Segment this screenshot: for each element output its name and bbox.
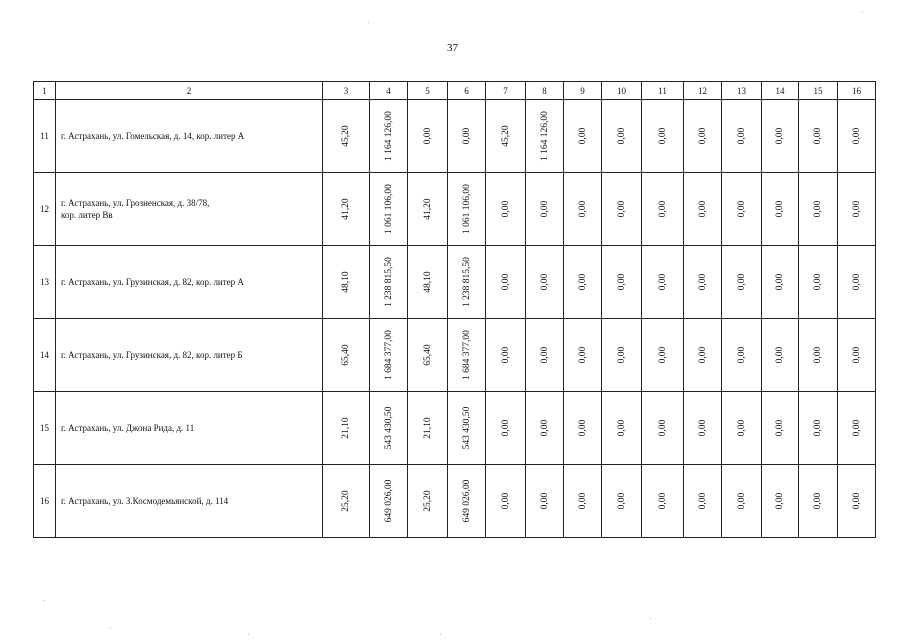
column-header: 13 bbox=[722, 82, 762, 100]
value-text: 45,20 bbox=[500, 125, 511, 147]
table-row bbox=[34, 392, 876, 465]
table-row bbox=[34, 100, 876, 173]
value-cell bbox=[838, 319, 876, 392]
value-cell bbox=[762, 246, 799, 319]
value-cell bbox=[722, 392, 762, 465]
value-text: 0,00 bbox=[813, 492, 823, 510]
value-cell bbox=[323, 246, 370, 319]
value-cell bbox=[486, 319, 526, 392]
value-cell bbox=[799, 392, 838, 465]
value-text: 0,00 bbox=[697, 273, 708, 291]
value-cell bbox=[486, 100, 526, 173]
value-cell bbox=[448, 246, 486, 319]
value-text: 649 026,00 bbox=[383, 479, 394, 523]
value-cell bbox=[722, 319, 762, 392]
value-cell bbox=[448, 319, 486, 392]
value-cell bbox=[564, 100, 602, 173]
value-text: 0,00 bbox=[539, 200, 550, 218]
column-header: 8 bbox=[526, 82, 564, 100]
value-cell bbox=[684, 246, 722, 319]
header-row bbox=[34, 82, 876, 100]
value-cell bbox=[642, 100, 684, 173]
value-text: 0,00 bbox=[851, 127, 862, 145]
value-text: 0,00 bbox=[813, 419, 823, 437]
value-text: 0,00 bbox=[577, 346, 588, 364]
value-cell bbox=[762, 100, 799, 173]
value-text: 543 430,50 bbox=[461, 406, 472, 450]
value-cell bbox=[408, 246, 448, 319]
value-text: 0,00 bbox=[657, 492, 668, 510]
value-text: 21,10 bbox=[341, 417, 351, 439]
value-text: 48,10 bbox=[422, 271, 433, 293]
address-cell: г. Астрахань, ул. Джона Рида, д. 11 bbox=[56, 392, 323, 465]
address-cell: г. Астрахань, ул. З.Космодемьянской, д. 114 bbox=[56, 465, 323, 538]
value-text: 65,40 bbox=[341, 344, 351, 366]
value-text: 0,00 bbox=[697, 200, 708, 218]
value-text: 0,00 bbox=[539, 492, 550, 510]
value-cell bbox=[370, 100, 408, 173]
value-text: 0,00 bbox=[539, 346, 550, 364]
value-cell bbox=[448, 465, 486, 538]
row-number: 12 bbox=[34, 173, 56, 246]
value-cell bbox=[526, 392, 564, 465]
value-text: 0,00 bbox=[775, 127, 785, 145]
value-text: 25,20 bbox=[422, 490, 433, 512]
column-header: 11 bbox=[642, 82, 684, 100]
value-text: 0,00 bbox=[422, 127, 433, 145]
value-cell bbox=[323, 392, 370, 465]
value-text: 0,00 bbox=[813, 200, 823, 218]
value-cell bbox=[370, 246, 408, 319]
value-cell bbox=[323, 319, 370, 392]
value-cell bbox=[799, 246, 838, 319]
value-cell bbox=[564, 246, 602, 319]
value-text: 1 164 126,00 bbox=[383, 111, 394, 161]
column-header: 15 bbox=[799, 82, 838, 100]
value-cell bbox=[370, 465, 408, 538]
value-text: 0,00 bbox=[657, 419, 668, 437]
column-header: 4 bbox=[370, 82, 408, 100]
column-header: 9 bbox=[564, 82, 602, 100]
table-row bbox=[34, 173, 876, 246]
value-text: 45,20 bbox=[341, 125, 351, 147]
value-text: 0,00 bbox=[813, 346, 823, 364]
value-cell bbox=[762, 319, 799, 392]
value-text: 0,00 bbox=[697, 492, 708, 510]
value-cell bbox=[370, 392, 408, 465]
value-text: 0,00 bbox=[657, 200, 668, 218]
value-cell bbox=[323, 173, 370, 246]
value-text: 0,00 bbox=[736, 273, 747, 291]
value-text: 0,00 bbox=[577, 127, 588, 145]
value-cell bbox=[602, 465, 642, 538]
value-cell bbox=[838, 392, 876, 465]
value-text: 0,00 bbox=[851, 346, 862, 364]
value-cell bbox=[526, 173, 564, 246]
value-text: 1 061 106,00 bbox=[383, 184, 394, 234]
column-header: 1 bbox=[34, 82, 56, 100]
value-text: 0,00 bbox=[577, 419, 588, 437]
column-header: 10 bbox=[602, 82, 642, 100]
row-number: 11 bbox=[34, 100, 56, 173]
value-cell bbox=[684, 319, 722, 392]
value-cell bbox=[838, 465, 876, 538]
value-cell bbox=[684, 173, 722, 246]
value-cell bbox=[526, 100, 564, 173]
value-cell bbox=[762, 465, 799, 538]
value-text: 0,00 bbox=[813, 273, 823, 291]
table-row bbox=[34, 465, 876, 538]
value-cell bbox=[684, 100, 722, 173]
column-header: 12 bbox=[684, 82, 722, 100]
value-text: 0,00 bbox=[697, 419, 708, 437]
value-cell bbox=[408, 173, 448, 246]
address-cell: г. Астрахань, ул. Грузинская, д. 82, кор. литер Б bbox=[56, 319, 323, 392]
value-cell bbox=[486, 246, 526, 319]
value-text: 41,20 bbox=[422, 198, 433, 220]
value-cell bbox=[408, 465, 448, 538]
value-text: 25,20 bbox=[341, 490, 351, 512]
value-cell bbox=[799, 465, 838, 538]
value-text: 0,00 bbox=[657, 273, 668, 291]
value-text: 0,00 bbox=[736, 127, 747, 145]
value-cell bbox=[448, 173, 486, 246]
value-cell bbox=[486, 173, 526, 246]
value-text: 649 026,00 bbox=[461, 479, 472, 523]
value-cell bbox=[526, 319, 564, 392]
value-cell bbox=[564, 392, 602, 465]
row-number: 15 bbox=[34, 392, 56, 465]
value-cell bbox=[323, 100, 370, 173]
value-text: 1 164 126,00 bbox=[539, 111, 550, 161]
value-cell bbox=[642, 173, 684, 246]
value-text: 0,00 bbox=[851, 273, 862, 291]
value-text: 0,00 bbox=[500, 273, 511, 291]
value-text: 0,00 bbox=[500, 492, 511, 510]
value-text: 0,00 bbox=[616, 273, 627, 291]
value-cell bbox=[838, 246, 876, 319]
value-cell bbox=[722, 173, 762, 246]
value-text: 0,00 bbox=[500, 419, 511, 437]
value-cell bbox=[799, 173, 838, 246]
value-cell bbox=[642, 319, 684, 392]
value-cell bbox=[408, 392, 448, 465]
table-row bbox=[34, 319, 876, 392]
value-text: 0,00 bbox=[736, 346, 747, 364]
value-text: 0,00 bbox=[813, 127, 823, 145]
value-cell bbox=[602, 173, 642, 246]
address-cell: г. Астрахань, ул. Гомельская, д. 14, кор. литер А bbox=[56, 100, 323, 173]
value-text: 1 238 815,50 bbox=[461, 257, 472, 307]
value-cell bbox=[799, 319, 838, 392]
table-row bbox=[34, 246, 876, 319]
value-text: 0,00 bbox=[697, 127, 708, 145]
value-cell bbox=[602, 246, 642, 319]
value-cell bbox=[602, 392, 642, 465]
value-cell bbox=[684, 392, 722, 465]
address-cell: г. Астрахань, ул. Грузинская, д. 82, кор. литер А bbox=[56, 246, 323, 319]
value-text: 0,00 bbox=[461, 127, 472, 145]
value-text: 0,00 bbox=[616, 200, 627, 218]
row-number: 13 bbox=[34, 246, 56, 319]
value-cell bbox=[564, 319, 602, 392]
value-text: 0,00 bbox=[616, 419, 627, 437]
value-cell bbox=[799, 100, 838, 173]
value-cell bbox=[370, 173, 408, 246]
address-cell: г. Астрахань, ул. Грозненская, д. 38/78, кор. литер Вв bbox=[56, 173, 323, 246]
value-cell bbox=[722, 465, 762, 538]
column-header: 2 bbox=[56, 82, 323, 100]
value-text: 0,00 bbox=[736, 200, 747, 218]
value-text: 0,00 bbox=[657, 127, 668, 145]
value-text: 0,00 bbox=[500, 346, 511, 364]
value-text: 0,00 bbox=[775, 273, 785, 291]
value-cell bbox=[642, 246, 684, 319]
value-cell bbox=[684, 465, 722, 538]
value-cell bbox=[408, 319, 448, 392]
value-text: 65,40 bbox=[422, 344, 433, 366]
value-text: 0,00 bbox=[577, 273, 588, 291]
column-header: 5 bbox=[408, 82, 448, 100]
row-number: 16 bbox=[34, 465, 56, 538]
value-text: 1 684 377,00 bbox=[461, 330, 472, 380]
value-cell bbox=[448, 100, 486, 173]
value-text: 0,00 bbox=[851, 492, 862, 510]
value-text: 543 430,50 bbox=[383, 406, 394, 450]
value-text: 0,00 bbox=[736, 419, 747, 437]
value-cell bbox=[370, 319, 408, 392]
column-header: 14 bbox=[762, 82, 799, 100]
column-header: 7 bbox=[486, 82, 526, 100]
value-text: 0,00 bbox=[775, 419, 785, 437]
value-text: 0,00 bbox=[736, 492, 747, 510]
value-text: 0,00 bbox=[697, 346, 708, 364]
value-cell bbox=[642, 392, 684, 465]
value-text: 0,00 bbox=[577, 492, 588, 510]
value-cell bbox=[642, 465, 684, 538]
value-cell bbox=[408, 100, 448, 173]
column-header: 16 bbox=[838, 82, 876, 100]
value-text: 21,10 bbox=[422, 417, 433, 439]
value-text: 1 684 377,00 bbox=[383, 330, 394, 380]
value-cell bbox=[526, 246, 564, 319]
value-text: 41,20 bbox=[341, 198, 351, 220]
value-cell bbox=[722, 246, 762, 319]
value-cell bbox=[323, 465, 370, 538]
value-cell bbox=[838, 100, 876, 173]
page-number: 37 bbox=[447, 42, 458, 54]
value-text: 0,00 bbox=[775, 492, 785, 510]
value-cell bbox=[564, 173, 602, 246]
value-cell bbox=[486, 465, 526, 538]
value-text: 0,00 bbox=[616, 492, 627, 510]
column-header: 3 bbox=[323, 82, 370, 100]
value-text: 0,00 bbox=[851, 419, 862, 437]
value-cell bbox=[564, 465, 602, 538]
value-text: 0,00 bbox=[616, 127, 627, 145]
value-text: 0,00 bbox=[616, 346, 627, 364]
value-text: 1 238 815,50 bbox=[383, 257, 394, 307]
value-cell bbox=[838, 173, 876, 246]
value-text: 0,00 bbox=[775, 200, 785, 218]
value-cell bbox=[602, 319, 642, 392]
value-cell bbox=[526, 465, 564, 538]
value-text: 48,10 bbox=[341, 271, 351, 293]
row-number: 14 bbox=[34, 319, 56, 392]
value-text: 0,00 bbox=[577, 200, 588, 218]
value-cell bbox=[602, 100, 642, 173]
value-cell bbox=[762, 173, 799, 246]
value-text: 0,00 bbox=[539, 273, 550, 291]
value-text: 0,00 bbox=[775, 346, 785, 364]
value-text: 1 061 106,00 bbox=[461, 184, 472, 234]
column-header: 6 bbox=[448, 82, 486, 100]
value-cell bbox=[486, 392, 526, 465]
data-table bbox=[33, 81, 876, 538]
value-text: 0,00 bbox=[539, 419, 550, 437]
value-text: 0,00 bbox=[657, 346, 668, 364]
value-text: 0,00 bbox=[851, 200, 862, 218]
value-text: 0,00 bbox=[500, 200, 511, 218]
value-cell bbox=[722, 100, 762, 173]
value-cell bbox=[762, 392, 799, 465]
value-cell bbox=[448, 392, 486, 465]
